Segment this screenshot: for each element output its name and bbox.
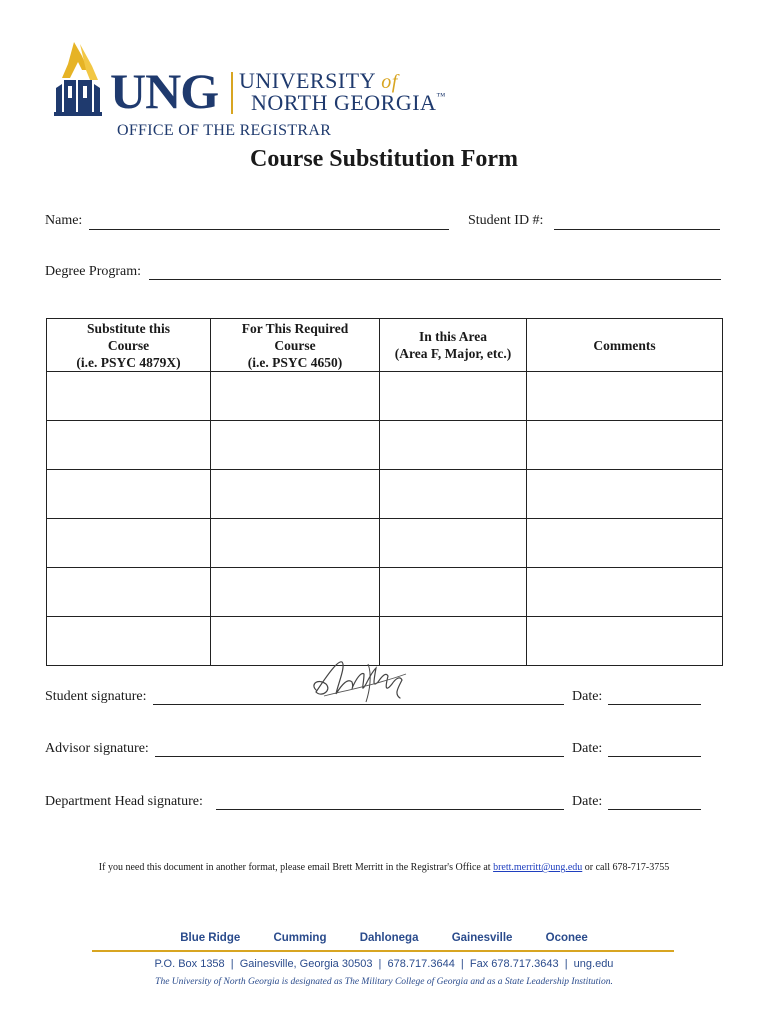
contact-text: If you need this document in another format, please email Brett Merritt in the Registrar's Office at xyxy=(98,862,491,873)
header-line: (i.e. PSYC 4650) xyxy=(247,354,343,370)
header-line: Comments xyxy=(593,337,656,353)
table-cell[interactable] xyxy=(47,470,211,519)
table-row xyxy=(47,519,723,568)
dept-head-signature-label: Department Head signature: xyxy=(45,794,203,809)
header-required-course xyxy=(211,319,380,372)
header-line: Course xyxy=(107,337,150,353)
dept-head-date-field[interactable] xyxy=(608,809,701,810)
logo-university xyxy=(239,70,398,92)
logo-of: of xyxy=(381,71,398,93)
campus-item: Oconee xyxy=(545,932,588,944)
table-cell[interactable] xyxy=(380,519,527,568)
name-field[interactable] xyxy=(89,229,449,230)
table-row xyxy=(47,372,723,421)
table-cell[interactable] xyxy=(47,372,211,421)
header-line: In this Area xyxy=(418,329,487,344)
table-cell[interactable] xyxy=(211,519,380,568)
logo-divider xyxy=(231,72,233,114)
header-line: (i.e. PSYC 4879X) xyxy=(76,354,181,370)
degree-program-field[interactable] xyxy=(149,279,721,280)
table-header-row xyxy=(47,319,723,372)
student-id-label: Student ID #: xyxy=(468,213,544,228)
table-cell[interactable] xyxy=(380,568,527,617)
header-comments xyxy=(527,319,723,372)
table-cell[interactable] xyxy=(527,568,723,617)
logo-north-georgia xyxy=(251,92,446,114)
logo-north-georgia-text: NORTH GEORGIA xyxy=(251,90,437,115)
table-cell[interactable] xyxy=(47,617,211,666)
logo-university-text: UNIVERSITY xyxy=(239,68,376,93)
table-cell[interactable] xyxy=(527,617,723,666)
table-cell[interactable] xyxy=(211,470,380,519)
footer-tagline: The University of North Georgia is designated as The Military College of Georgia and as a State Leadership Institution. xyxy=(155,977,613,987)
header-line: For This Required xyxy=(241,320,349,336)
degree-program-label: Degree Program: xyxy=(45,264,142,279)
advisor-date-field[interactable] xyxy=(608,756,701,757)
campus-list xyxy=(0,932,768,944)
campus-item: Blue Ridge xyxy=(180,932,241,944)
handwritten-signature-icon xyxy=(308,654,410,706)
table-cell[interactable] xyxy=(380,421,527,470)
footer-divider xyxy=(92,950,674,952)
campus-item: Gainesville xyxy=(451,932,513,944)
table-cell[interactable] xyxy=(211,421,380,470)
footer-address: P.O. Box 1358 | Gainesville, Georgia 30503 | 678.717.3644 | Fax 678.717.3643 | ung.edu xyxy=(154,958,614,970)
campus-item: Dahlonega xyxy=(359,932,419,944)
table-cell[interactable] xyxy=(527,372,723,421)
student-signature-label: Student signature: xyxy=(45,689,147,704)
contact-phone: or call 678-717-3755 xyxy=(584,862,670,873)
student-date-field[interactable] xyxy=(608,704,701,705)
logo-abbreviation: UNG xyxy=(110,63,219,119)
table-cell[interactable] xyxy=(47,568,211,617)
student-id-field[interactable] xyxy=(554,229,720,230)
table-cell[interactable] xyxy=(47,421,211,470)
table-cell[interactable] xyxy=(47,519,211,568)
table-cell[interactable] xyxy=(211,568,380,617)
advisor-date-label: Date: xyxy=(572,741,603,756)
name-label: Name: xyxy=(45,213,83,228)
header-substitute-course xyxy=(47,319,211,372)
contact-note xyxy=(0,862,768,873)
header-line: Substitute this xyxy=(87,320,170,336)
table-row xyxy=(47,470,723,519)
table-cell[interactable] xyxy=(527,470,723,519)
advisor-signature-field[interactable] xyxy=(155,756,564,757)
header-line: (Area F, Major, etc.) xyxy=(394,346,512,361)
campus-item: Cumming xyxy=(273,932,327,944)
table-row xyxy=(47,568,723,617)
form-title: Course Substitution Form xyxy=(249,146,519,172)
contact-email-link[interactable]: brett.merritt@ung.edu xyxy=(493,862,583,873)
table-cell[interactable] xyxy=(211,372,380,421)
ung-logo-icon xyxy=(52,40,104,118)
logo-trademark: ™ xyxy=(436,91,446,101)
advisor-signature-label: Advisor signature: xyxy=(45,741,149,756)
student-date-label: Date: xyxy=(572,689,603,704)
course-substitution-table xyxy=(46,318,723,666)
header-area xyxy=(380,319,527,372)
dept-head-signature-field[interactable] xyxy=(216,809,564,810)
office-name: OFFICE OF THE REGISTRAR xyxy=(117,122,332,139)
header-line: Course xyxy=(274,337,316,353)
table-cell[interactable] xyxy=(527,421,723,470)
table-cell[interactable] xyxy=(380,470,527,519)
table-cell[interactable] xyxy=(380,372,527,421)
table-row xyxy=(47,421,723,470)
dept-head-date-label: Date: xyxy=(572,794,603,809)
table-cell[interactable] xyxy=(527,519,723,568)
